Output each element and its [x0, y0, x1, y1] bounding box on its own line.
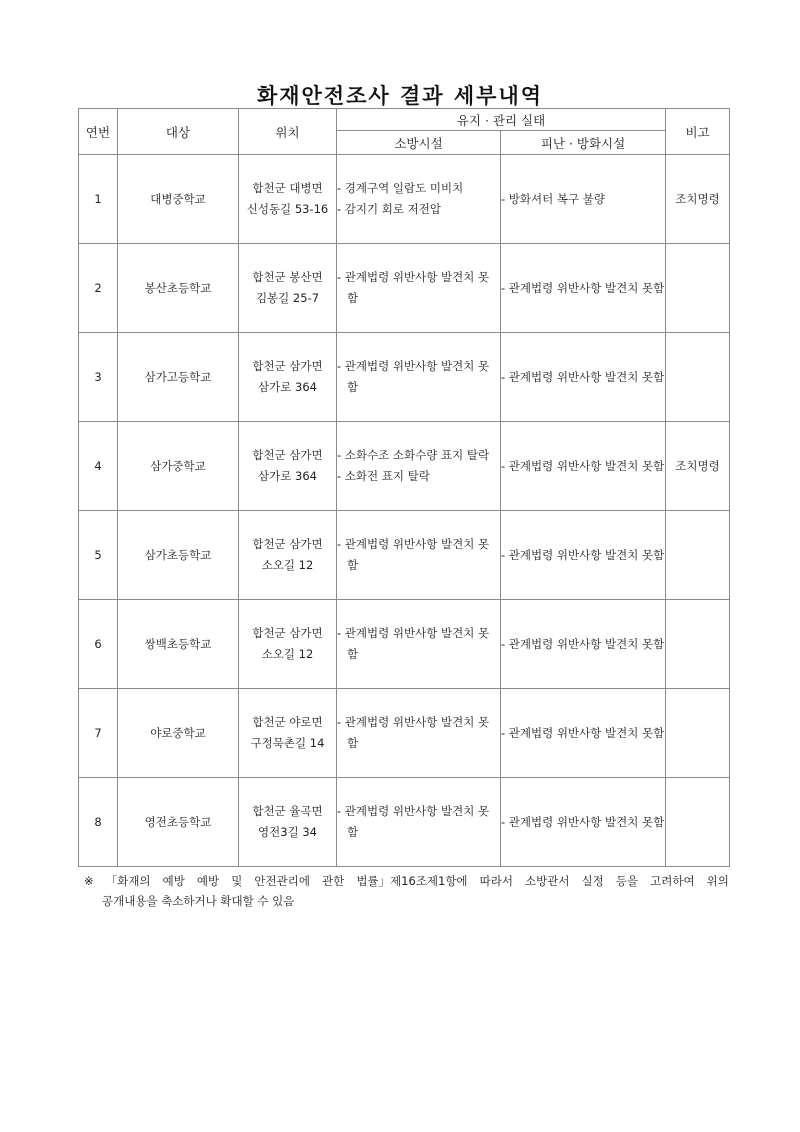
cell-no: 7 — [79, 689, 118, 778]
evac-item: - 관계법령 위반사항 발견치 못함 — [501, 725, 665, 740]
location-line-2: 영전3길 34 — [258, 825, 317, 839]
footnote-word: 따라서 — [479, 874, 513, 888]
location-line-1: 합천군 율곡면 — [252, 804, 323, 818]
cell-remarks — [666, 600, 730, 689]
location-line-2: 삼가로 364 — [258, 469, 317, 483]
fire-item: - 관계법령 위반사항 발견치 못함 — [337, 626, 490, 661]
footnote-word: 안전관리에 — [254, 874, 310, 888]
cell-target: 쌍백초등학교 — [118, 600, 239, 689]
header-evac-facility: 피난 · 방화시설 — [501, 131, 666, 155]
fire-item: - 소화전 표지 탈락 — [337, 469, 430, 483]
table-row — [79, 511, 730, 600]
cell-no: 5 — [79, 511, 118, 600]
fire-item: - 관계법령 위반사항 발견치 못함 — [337, 359, 490, 394]
cell-fire-facility — [337, 155, 501, 244]
cell-evac-facility — [501, 155, 666, 244]
cell-no: 3 — [79, 333, 118, 422]
footnote-word: 예방 — [162, 874, 185, 888]
footnote-line-2: 공개내용을 축소하거나 확대할 수 있음 — [102, 894, 295, 908]
cell-target: 삼가초등학교 — [118, 511, 239, 600]
footnote-word: ※ — [84, 874, 94, 888]
fire-item: - 소화수조 소화수량 표지 탈락 — [337, 448, 490, 462]
table-row — [79, 333, 730, 422]
cell-evac-facility — [501, 333, 666, 422]
page-title: 화재안전조사 결과 세부내역 — [256, 84, 544, 108]
table-row — [79, 244, 730, 333]
location-line-2: 김봉길 25-7 — [255, 291, 320, 305]
location-line-2: 삼가로 364 — [258, 380, 317, 394]
inspection-results-table — [78, 108, 730, 867]
cell-evac-facility — [501, 600, 666, 689]
footnote-line-1 — [84, 871, 729, 891]
cell-remarks: 조치명령 — [666, 155, 730, 244]
cell-evac-facility — [501, 778, 666, 867]
cell-evac-facility — [501, 511, 666, 600]
footnote-word: 위의 — [706, 874, 729, 888]
evac-item: - 관계법령 위반사항 발견치 못함 — [501, 458, 665, 473]
location-line-2: 신성동길 53-16 — [246, 202, 329, 216]
fire-item: - 경계구역 일람도 미비치 — [337, 181, 464, 195]
location-line-2: 소오길 12 — [261, 558, 314, 572]
evac-item: - 관계법령 위반사항 발견치 못함 — [501, 814, 665, 829]
cell-location — [239, 244, 337, 333]
fire-item: - 관계법령 위반사항 발견치 못함 — [337, 804, 490, 839]
fire-item: - 관계법령 위반사항 발견치 못함 — [337, 537, 490, 572]
cell-no: 2 — [79, 244, 118, 333]
evac-item: - 방화셔터 복구 불량 — [501, 191, 605, 206]
table-row — [79, 155, 730, 244]
header-fire-facility: 소방시설 — [337, 131, 501, 155]
header-no: 연번 — [79, 109, 118, 155]
cell-fire-facility — [337, 422, 501, 511]
footnote-word: 예방 — [196, 874, 220, 888]
footnote-word: 법률」제16조제1항에 — [356, 874, 468, 888]
footnote-word: 소방관서 — [525, 874, 570, 888]
footnote — [84, 871, 729, 911]
header-location: 위치 — [239, 109, 337, 155]
cell-target: 삼가중학교 — [118, 422, 239, 511]
cell-location — [239, 422, 337, 511]
cell-no: 1 — [79, 155, 118, 244]
fire-item: - 관계법령 위반사항 발견치 못함 — [337, 270, 490, 305]
cell-fire-facility — [337, 689, 501, 778]
location-line-1: 합천군 봉산면 — [252, 270, 323, 284]
cell-evac-facility — [501, 422, 666, 511]
header-target: 대상 — [118, 109, 239, 155]
cell-fire-facility — [337, 600, 501, 689]
location-line-2: 구정묵촌길 14 — [250, 736, 325, 750]
cell-no: 8 — [79, 778, 118, 867]
location-line-1: 합천군 삼가면 — [252, 359, 323, 373]
footnote-word: 실정 — [581, 874, 604, 888]
cell-location — [239, 689, 337, 778]
cell-target: 야로중학교 — [118, 689, 239, 778]
fire-item: - 감지기 회로 저전압 — [337, 202, 441, 216]
table-row — [79, 422, 730, 511]
footnote-word: 등을 — [615, 874, 639, 888]
footnote-word: 「화재의 — [105, 874, 151, 888]
location-line-2: 소오길 12 — [261, 647, 314, 661]
evac-item: - 관계법령 위반사항 발견치 못함 — [501, 369, 665, 384]
cell-fire-facility — [337, 778, 501, 867]
cell-target: 영전초등학교 — [118, 778, 239, 867]
cell-no: 4 — [79, 422, 118, 511]
cell-location — [239, 155, 337, 244]
location-line-1: 합천군 대병면 — [252, 181, 323, 195]
header-remarks: 비고 — [666, 109, 730, 155]
cell-location — [239, 600, 337, 689]
cell-location — [239, 778, 337, 867]
cell-remarks — [666, 333, 730, 422]
cell-no: 6 — [79, 600, 118, 689]
cell-location — [239, 511, 337, 600]
footnote-word: 및 — [231, 874, 243, 888]
table-row — [79, 778, 730, 867]
cell-target: 대병중학교 — [118, 155, 239, 244]
cell-evac-facility — [501, 244, 666, 333]
evac-item: - 관계법령 위반사항 발견치 못함 — [501, 636, 665, 651]
evac-item: - 관계법령 위반사항 발견치 못함 — [501, 547, 665, 562]
location-line-1: 합천군 삼가면 — [252, 448, 323, 462]
cell-fire-facility — [337, 244, 501, 333]
header-status-group: 유지 · 관리 실태 — [337, 109, 666, 131]
location-line-1: 합천군 야로면 — [252, 715, 323, 729]
cell-evac-facility — [501, 689, 666, 778]
cell-remarks — [666, 689, 730, 778]
fire-item: - 관계법령 위반사항 발견치 못함 — [337, 715, 490, 750]
cell-remarks: 조치명령 — [666, 422, 730, 511]
table-row — [79, 600, 730, 689]
evac-item: - 관계법령 위반사항 발견치 못함 — [501, 280, 665, 295]
footnote-word: 관한 — [322, 874, 345, 888]
location-line-1: 합천군 삼가면 — [252, 537, 323, 551]
cell-target: 봉산초등학교 — [118, 244, 239, 333]
cell-remarks — [666, 778, 730, 867]
table-row — [79, 689, 730, 778]
cell-fire-facility — [337, 511, 501, 600]
cell-remarks — [666, 244, 730, 333]
footnote-word: 고려하여 — [650, 874, 695, 888]
cell-remarks — [666, 511, 730, 600]
cell-target: 삼가고등학교 — [118, 333, 239, 422]
location-line-1: 합천군 삼가면 — [252, 626, 323, 640]
cell-location — [239, 333, 337, 422]
cell-fire-facility — [337, 333, 501, 422]
